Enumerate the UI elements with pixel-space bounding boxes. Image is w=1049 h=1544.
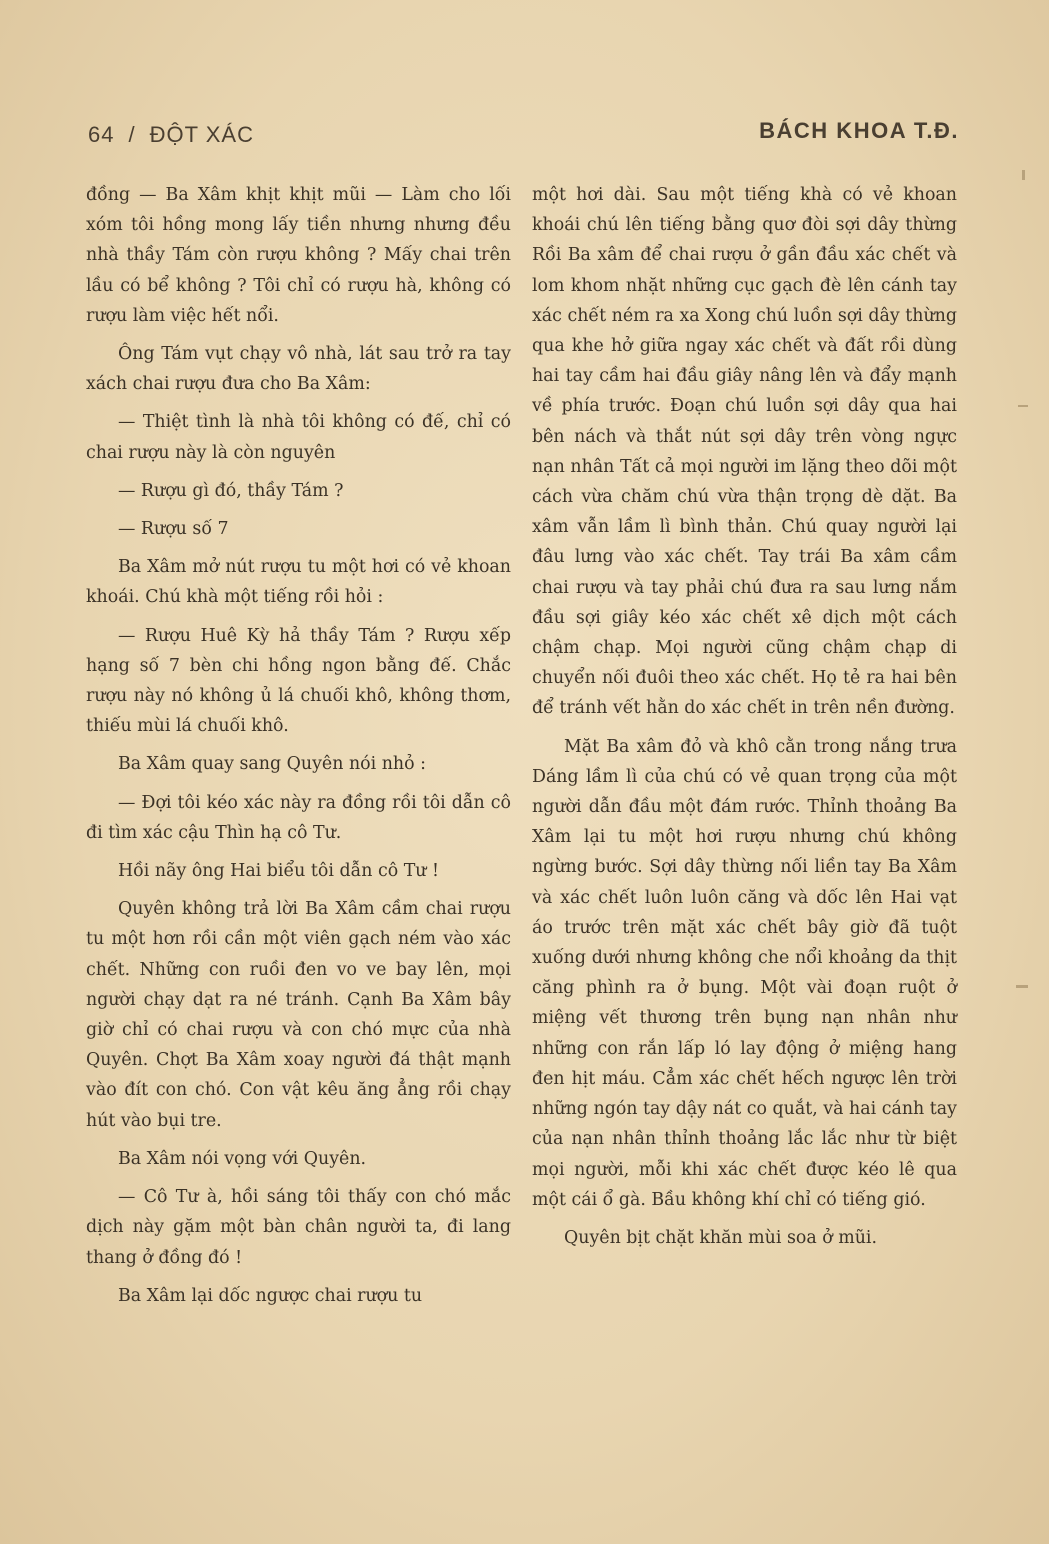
right-column	[532, 180, 957, 1261]
paragraph: — Thiệt tình là nhà tôi không có đế, chỉ có chai rượu này là còn nguyên	[86, 412, 511, 463]
paragraph: Quyên không trả lời Ba Xâm cầm chai rượu tu một hơn rồi cần một viên gạch ném vào xác chết. Những con ruồi đen vo ve bay lên, mọi người chạy dạt ra né tránh. Cạnh Ba Xâm bây giờ chỉ có chai rượu và con chó mực của nhà Quyên. Chợt Ba Xâm xoay người đá thật mạnh vào đít con chó. Con vật kêu ăng ẳng rồi chạy hút vào bụi tre.	[86, 899, 511, 1131]
paragraph: — Cô Tư à, hồi sáng tôi thấy con chó mắc dịch này gặm một bàn chân người ta, đi lang thang ở đồng đó !	[86, 1187, 511, 1268]
paragraph: — Rượu Huê Kỳ hả thầy Tám ? Rượu xếp hạng số 7 bèn chi hồng ngon bằng đế. Chắc rượu này nó không ủ lá chuối khô, không thơm, thiếu mùi lá chuối khô.	[86, 625, 511, 737]
page-speck	[1022, 170, 1025, 180]
paragraph: một hơi dài. Sau một tiếng khà có vẻ khoan khoái chú lên tiếng bằng quơ đòi sợi dây thừng Rồi Ba xâm để chai rượu ở gần đầu xác chết và lom khom nhặt những cục gạch đè lên cánh tay xác chết ném ra xa Xong chú luồn sợi dây thừng qua khe hở giữa ngay xác chết và đất rồi dùng hai tay cầm hai đầu giây nâng lên và đẩy mạnh về phía trước. Đoạn chú luồn sợi dây qua hai bên nách và thắt nút sợi dây trên vòng ngực nạn nhân Tất cả mọi người im lặng theo dõi một cách vừa chăm chú vừa thận trọng dè dặt. Ba xâm vẫn lầm lì bình thản. Chú quay người lại đâu lưng vào xác chết. Tay trái Ba xâm cầm chai rượu và tay phải chú đưa ra sau lưng nắm đầu sợi giây kéo xác chết xê dịch một cách chậm chạp. Mọi người cũng chậm chạp di chuyển nối đuôi theo xác chết. Họ tẻ ra hai bên để tránh vết hằn do xác chết in trên nền đường.	[532, 185, 957, 719]
page-speck	[1016, 985, 1028, 988]
paragraph: Mặt Ba xâm đỏ và khô cằn trong nắng trưa Dáng lầm lì của chú có vẻ quan trọng của một người dẫn đầu một đám rước. Thỉnh thoảng Ba Xâm lại tu một hơi rượu nhưng chú không ngừng bước. Sợi dây thừng nối liền tay Ba Xâm và xác chết luôn luôn căng và dốc lên Hai vạt áo trước trên mặt xác chết bây giờ đã tuột xuống dưới nhưng không che nổi khoảng da thịt căng phình ra ở bụng. Một vài đoạn ruột ở miệng vết thương trên bụng nạn nhân như những con rắn lấp ló lay động ở miệng hang đen hịt máu. Cẳm xác chết hếch ngược lên trời những ngón tay dậy nát co quắt, và hai cánh tay của nạn nhân thỉnh thoảng lắc lắc như từ biệt mọi người, mỗi khi xác chết được kéo lê qua một cái ổ gà. Bầu không khí chỉ có tiếng gió.	[532, 736, 957, 1210]
header-separator: /	[128, 122, 136, 147]
paragraph: Ông Tám vụt chạy vô nhà, lát sau trở ra tay xách chai rượu đưa cho Ba Xâm:	[86, 344, 511, 395]
paragraph: Ba Xâm mở nút rượu tu một hơi có vẻ khoan khoái. Chú khà một tiếng rồi hỏi :	[86, 557, 511, 608]
paragraph: Ba Xâm quay sang Quyên nói nhỏ :	[118, 754, 426, 775]
page-speck	[1018, 405, 1028, 407]
paragraph: Hồi nãy ông Hai biểu tôi dẫn cô Tư !	[118, 861, 440, 882]
left-column	[86, 180, 511, 1319]
paragraph: — Rượu số 7	[118, 519, 229, 540]
paragraph: đồng — Ba Xâm khịt khịt mũi — Làm cho lối xóm tôi hồng mong lấy tiền nhưng nhưng đều nhà thầy Tám còn rượu không ? Mấy chai trên lầu có bể không ? Tôi chỉ có rượu hà, không có rượu làm việc hết nổi.	[86, 185, 511, 326]
header-left	[88, 122, 254, 148]
paragraph: Quyên bịt chặt khăn mùi soa ở mũi.	[564, 1227, 878, 1248]
magazine-title: BÁCH KHOA T.Đ.	[759, 118, 959, 143]
paragraph: Ba Xâm lại dốc ngược chai rượu tu	[118, 1285, 423, 1306]
paragraph: — Đợi tôi kéo xác này ra đồng rồi tôi dẫn cô đi tìm xác cậu Thìn hạ cô Tư.	[86, 792, 511, 843]
page-number: 64	[88, 122, 115, 147]
page-header	[0, 118, 1049, 158]
paragraph: Ba Xâm nói vọng với Quyên.	[118, 1148, 367, 1169]
story-title: ĐỘT XÁC	[149, 122, 254, 147]
paragraph: — Rượu gì đó, thầy Tám ?	[118, 480, 344, 501]
